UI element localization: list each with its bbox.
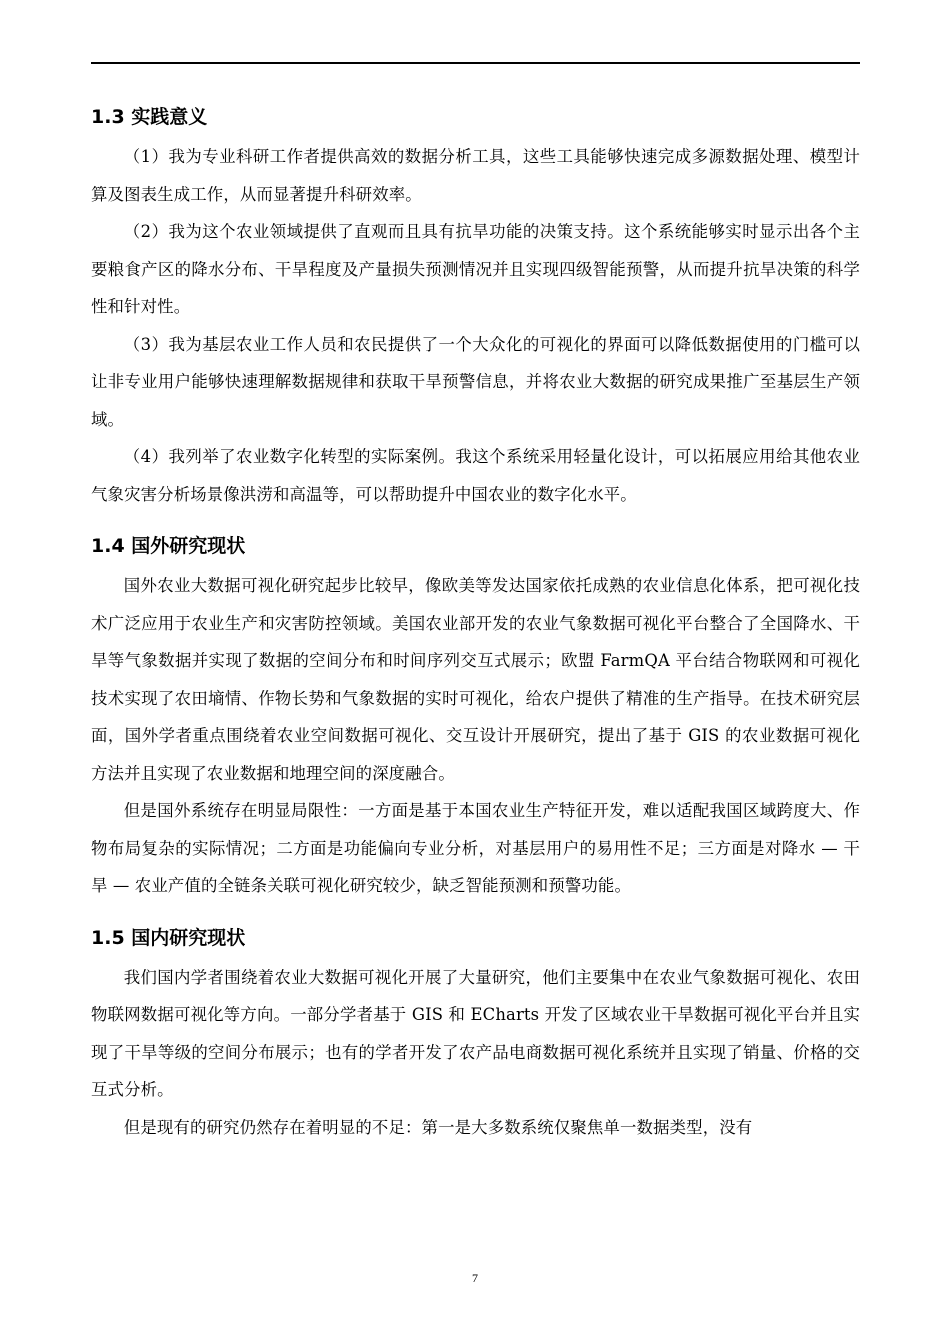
page-number: 7 [472,1271,478,1285]
paragraph: 但是现有的研究仍然存在着明显的不足：第一是大多数系统仅聚焦单一数据类型，没有 [123,1117,753,1137]
paragraph: （3）我为基层农业工作人员和农民提供了一个大众化的可视化的界面可以降低数据使用的门槛可以让非专业用户能够快速理解数据规律和获取干旱预警信息，并将农业大数据的研究成果推广至基层生产领域。 [91,334,860,429]
document-body [91,96,860,1158]
section-heading: 1.4 国外研究现状 [91,535,246,557]
header-rule [91,62,860,64]
paragraph: 但是国外系统存在明显局限性：一方面是基于本国农业生产特征开发，难以适配我国区域跨度大、作物布局复杂的实际情况；二方面是功能偏向专业分析，对基层用户的易用性不足；三方面是对降水 — 干旱 — 农业产值的全链条关联可视化研究较少，缺乏智能预测和预警功能。 [91,801,860,895]
paragraph: 我们国内学者围绕着农业大数据可视化开展了大量研究，他们主要集中在农业气象数据可视化、农田物联网数据可视化等方向。一部分学者基于 GIS 和 ECharts 开发了区域农业干旱数据可视化平台并且实现了干旱等级的空间分布展示；也有的学者开发了农产品电商数据可视化系统并且实现了销量、价格的交互式分析。 [91,967,860,1099]
section-domestic-research [91,917,860,1147]
paragraph: （4）我列举了农业数字化转型的实际案例。我这个系统采用轻量化设计，可以拓展应用给其他农业气象灾害分析场景像洪涝和高温等，可以帮助提升中国农业的数字化水平。 [91,447,860,504]
section-foreign-research [91,525,860,905]
paragraph: 国外农业大数据可视化研究起步比较早，像欧美等发达国家依托成熟的农业信息化体系，把可视化技术广泛应用于农业生产和灾害防控领域。美国农业部开发的农业气象数据可视化平台整合了全国降水、干旱等气象数据并实现了数据的空间分布和时间序列交互式展示；欧盟 FarmQA 平台结合物联网和可视化技术实现了农田墒情、作物长势和气象数据的实时可视化，给农户提供了精准的生产指导。在技术研究层面，国外学者重点围绕着农业空间数据可视化、交互设计开展研究，提出了基于 GIS 的农业数据可视化方法并且实现了农业数据和地理空间的深度融合。 [91,576,860,783]
paragraph: （1）我为专业科研工作者提供高效的数据分析工具，这些工具能够快速完成多源数据处理、模型计算及图表生成工作，从而显著提升科研效率。 [91,147,860,204]
section-heading: 1.5 国内研究现状 [91,926,246,949]
section-practical-significance [91,96,860,513]
paragraph: （2）我为这个农业领域提供了直观而且具有抗旱功能的决策支持。这个系统能够实时显示出各个主要粮食产区的降水分布、干旱程度及产量损失预测情况并且实现四级智能预警，从而提升抗旱决策的科学性和针对性。 [91,222,860,316]
section-heading: 1.3 实践意义 [91,106,208,128]
